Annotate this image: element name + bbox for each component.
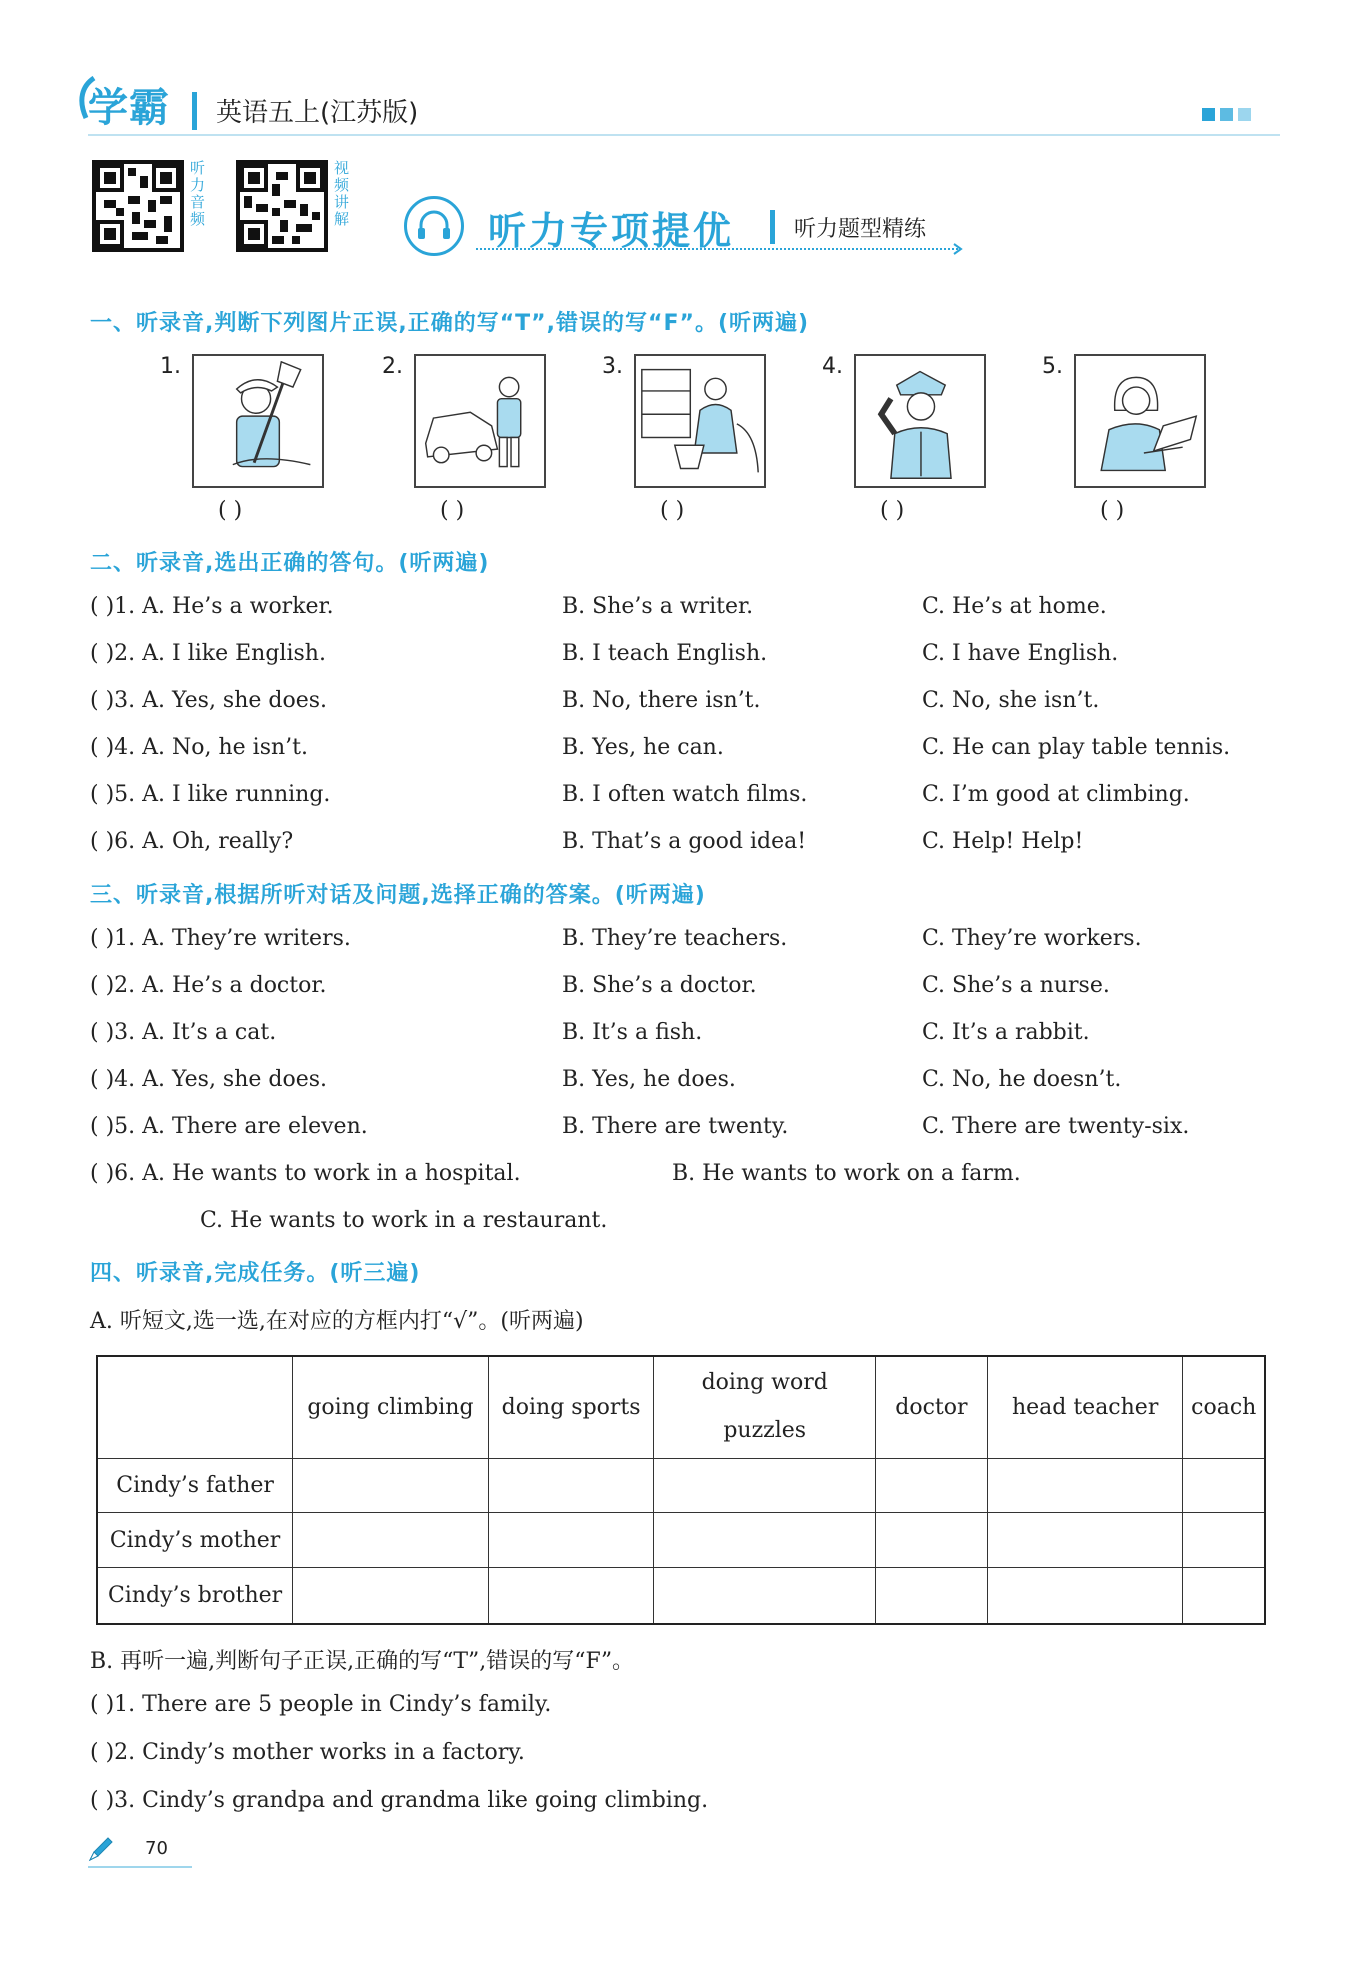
table-row bbox=[97, 1568, 1265, 1624]
check-cell[interactable] bbox=[1183, 1458, 1265, 1513]
option-b: B. That’s a good idea! bbox=[562, 829, 807, 854]
answer-paren[interactable]: ( ) bbox=[1100, 498, 1125, 523]
part4-heading: 四、听录音,完成任务。(听三遍) bbox=[90, 1261, 421, 1286]
column-header: doctor bbox=[875, 1356, 987, 1458]
check-cell[interactable] bbox=[293, 1513, 489, 1568]
question-row: ( )2. A. He’s a doctor. bbox=[90, 973, 327, 998]
option-b: B. It’s a fish. bbox=[562, 1020, 703, 1045]
page-number: 70 bbox=[145, 1838, 168, 1859]
option-b: B. He wants to work on a farm. bbox=[672, 1161, 1021, 1186]
column-header bbox=[654, 1356, 876, 1458]
option-c: C. He can play table tennis. bbox=[922, 735, 1231, 760]
option-b: B. I teach English. bbox=[562, 641, 768, 666]
check-cell[interactable] bbox=[488, 1568, 654, 1624]
option-b: B. She’s a writer. bbox=[562, 594, 754, 619]
headphones-icon bbox=[404, 196, 464, 256]
option-c: C. I’m good at climbing. bbox=[922, 782, 1190, 807]
option-c: C. He’s at home. bbox=[922, 594, 1107, 619]
check-cell[interactable] bbox=[654, 1458, 876, 1513]
question-row: ( )3. A. It’s a cat. bbox=[90, 1020, 277, 1045]
option-b: B. They’re teachers. bbox=[562, 926, 788, 951]
table-row bbox=[97, 1458, 1265, 1513]
option-c: C. It’s a rabbit. bbox=[922, 1020, 1090, 1045]
question-row: ( )6. A. He wants to work in a hospital. bbox=[90, 1161, 521, 1186]
row-header: Cindy’s mother bbox=[97, 1513, 293, 1568]
pencil-icon bbox=[86, 1834, 116, 1864]
option-c: C. No, she isn’t. bbox=[922, 688, 1100, 713]
question-row: ( )1. A. He’s a worker. bbox=[90, 594, 334, 619]
section-title: 听力专项提优 bbox=[488, 209, 735, 253]
header-rule bbox=[88, 134, 1280, 136]
check-cell[interactable] bbox=[987, 1458, 1183, 1513]
header-squares bbox=[1202, 108, 1251, 121]
column-header: coach bbox=[1183, 1356, 1265, 1458]
option-b: B. No, there isn’t. bbox=[562, 688, 761, 713]
picture-police-officer bbox=[854, 354, 986, 488]
option-c: C. There are twenty-six. bbox=[922, 1114, 1190, 1139]
part3-heading: 三、听录音,根据所听对话及问题,选择正确的答案。(听两遍) bbox=[90, 883, 706, 908]
check-cell[interactable] bbox=[293, 1568, 489, 1624]
tf-item: ( )2. Cindy’s mother works in a factory. bbox=[90, 1740, 525, 1765]
part4b-heading: B. 再听一遍,判断句子正误,正确的写“T”,错误的写“F”。 bbox=[90, 1649, 635, 1674]
part2-heading: 二、听录音,选出正确的答句。(听两遍) bbox=[90, 551, 490, 576]
check-cell[interactable] bbox=[654, 1568, 876, 1624]
column-header: head teacher bbox=[987, 1356, 1183, 1458]
check-cell[interactable] bbox=[875, 1458, 987, 1513]
option-b: B. I often watch films. bbox=[562, 782, 808, 807]
picture-woman-with-laptop bbox=[1074, 354, 1206, 488]
answer-paren[interactable]: ( ) bbox=[440, 498, 465, 523]
section-divider bbox=[770, 210, 775, 244]
check-cell[interactable] bbox=[987, 1568, 1183, 1624]
check-cell[interactable] bbox=[987, 1513, 1183, 1568]
option-b: B. She’s a doctor. bbox=[562, 973, 757, 998]
page-rule bbox=[88, 1866, 192, 1868]
section-subtitle: 听力题型精练 bbox=[794, 217, 927, 242]
column-header-line: puzzles bbox=[723, 1418, 807, 1444]
picture-number: 3. bbox=[602, 354, 623, 379]
tf-item: ( )3. Cindy’s grandpa and grandma like going climbing. bbox=[90, 1788, 709, 1813]
picture-number: 2. bbox=[382, 354, 403, 379]
question-row: ( )5. A. There are eleven. bbox=[90, 1114, 368, 1139]
option-b: B. Yes, he can. bbox=[562, 735, 724, 760]
qr-code-audio[interactable] bbox=[92, 160, 184, 252]
option-c: C. She’s a nurse. bbox=[922, 973, 1110, 998]
tf-item: ( )1. There are 5 people in Cindy’s family. bbox=[90, 1692, 552, 1717]
brand-divider bbox=[192, 92, 197, 130]
row-header: Cindy’s father bbox=[97, 1458, 293, 1513]
option-c: C. No, he doesn’t. bbox=[922, 1067, 1122, 1092]
table-header-row bbox=[97, 1356, 1265, 1458]
check-cell[interactable] bbox=[654, 1513, 876, 1568]
row-header: Cindy’s brother bbox=[97, 1568, 293, 1624]
answer-paren[interactable]: ( ) bbox=[218, 498, 243, 523]
arrow-icon bbox=[952, 241, 964, 255]
question-row: ( )5. A. I like running. bbox=[90, 782, 331, 807]
question-row: ( )1. A. They’re writers. bbox=[90, 926, 351, 951]
question-row: ( )2. A. I like English. bbox=[90, 641, 326, 666]
brand-logo: 学霸 bbox=[88, 85, 170, 131]
book-title: 英语五上(江苏版) bbox=[216, 98, 419, 128]
check-cell[interactable] bbox=[293, 1458, 489, 1513]
qr-code-video[interactable] bbox=[236, 160, 328, 252]
check-cell[interactable] bbox=[488, 1458, 654, 1513]
column-header: going climbing bbox=[293, 1356, 489, 1458]
answer-paren[interactable]: ( ) bbox=[660, 498, 685, 523]
answer-table bbox=[96, 1355, 1266, 1625]
column-header-line: doing word bbox=[701, 1370, 828, 1396]
column-header: doing sports bbox=[488, 1356, 654, 1458]
section-dotted-rule bbox=[476, 248, 958, 250]
picture-woman-shopping bbox=[634, 354, 766, 488]
qr-label-audio: 听力音频 bbox=[190, 159, 206, 228]
check-cell[interactable] bbox=[875, 1513, 987, 1568]
option-b: B. There are twenty. bbox=[562, 1114, 789, 1139]
picture-worker-with-shovel bbox=[192, 354, 324, 488]
check-cell[interactable] bbox=[875, 1568, 987, 1624]
picture-number: 1. bbox=[160, 354, 181, 379]
part1-heading: 一、听录音,判断下列图片正误,正确的写“T”,错误的写“F”。(听两遍) bbox=[90, 311, 810, 336]
qr-label-video: 视频讲解 bbox=[334, 159, 350, 228]
question-row: ( )4. A. Yes, she does. bbox=[90, 1067, 328, 1092]
question-row: ( )4. A. No, he isn’t. bbox=[90, 735, 309, 760]
option-c: C. Help! Help! bbox=[922, 829, 1084, 854]
picture-number: 4. bbox=[822, 354, 843, 379]
option-b: B. Yes, he does. bbox=[562, 1067, 736, 1092]
question-row: ( )3. A. Yes, she does. bbox=[90, 688, 328, 713]
option-c: C. I have English. bbox=[922, 641, 1119, 666]
picture-man-with-car bbox=[414, 354, 546, 488]
check-cell[interactable] bbox=[1183, 1513, 1265, 1568]
option-c: C. They’re workers. bbox=[922, 926, 1142, 951]
part4a-heading: A. 听短文,选一选,在对应的方框内打“√”。(听两遍) bbox=[90, 1309, 584, 1334]
check-cell[interactable] bbox=[1183, 1568, 1265, 1624]
table-row bbox=[97, 1513, 1265, 1568]
check-cell[interactable] bbox=[488, 1513, 654, 1568]
picture-number: 5. bbox=[1042, 354, 1063, 379]
option-c: C. He wants to work in a restaurant. bbox=[200, 1208, 608, 1233]
table-corner-cell bbox=[97, 1356, 293, 1458]
answer-paren[interactable]: ( ) bbox=[880, 498, 905, 523]
question-row: ( )6. A. Oh, really? bbox=[90, 829, 294, 854]
